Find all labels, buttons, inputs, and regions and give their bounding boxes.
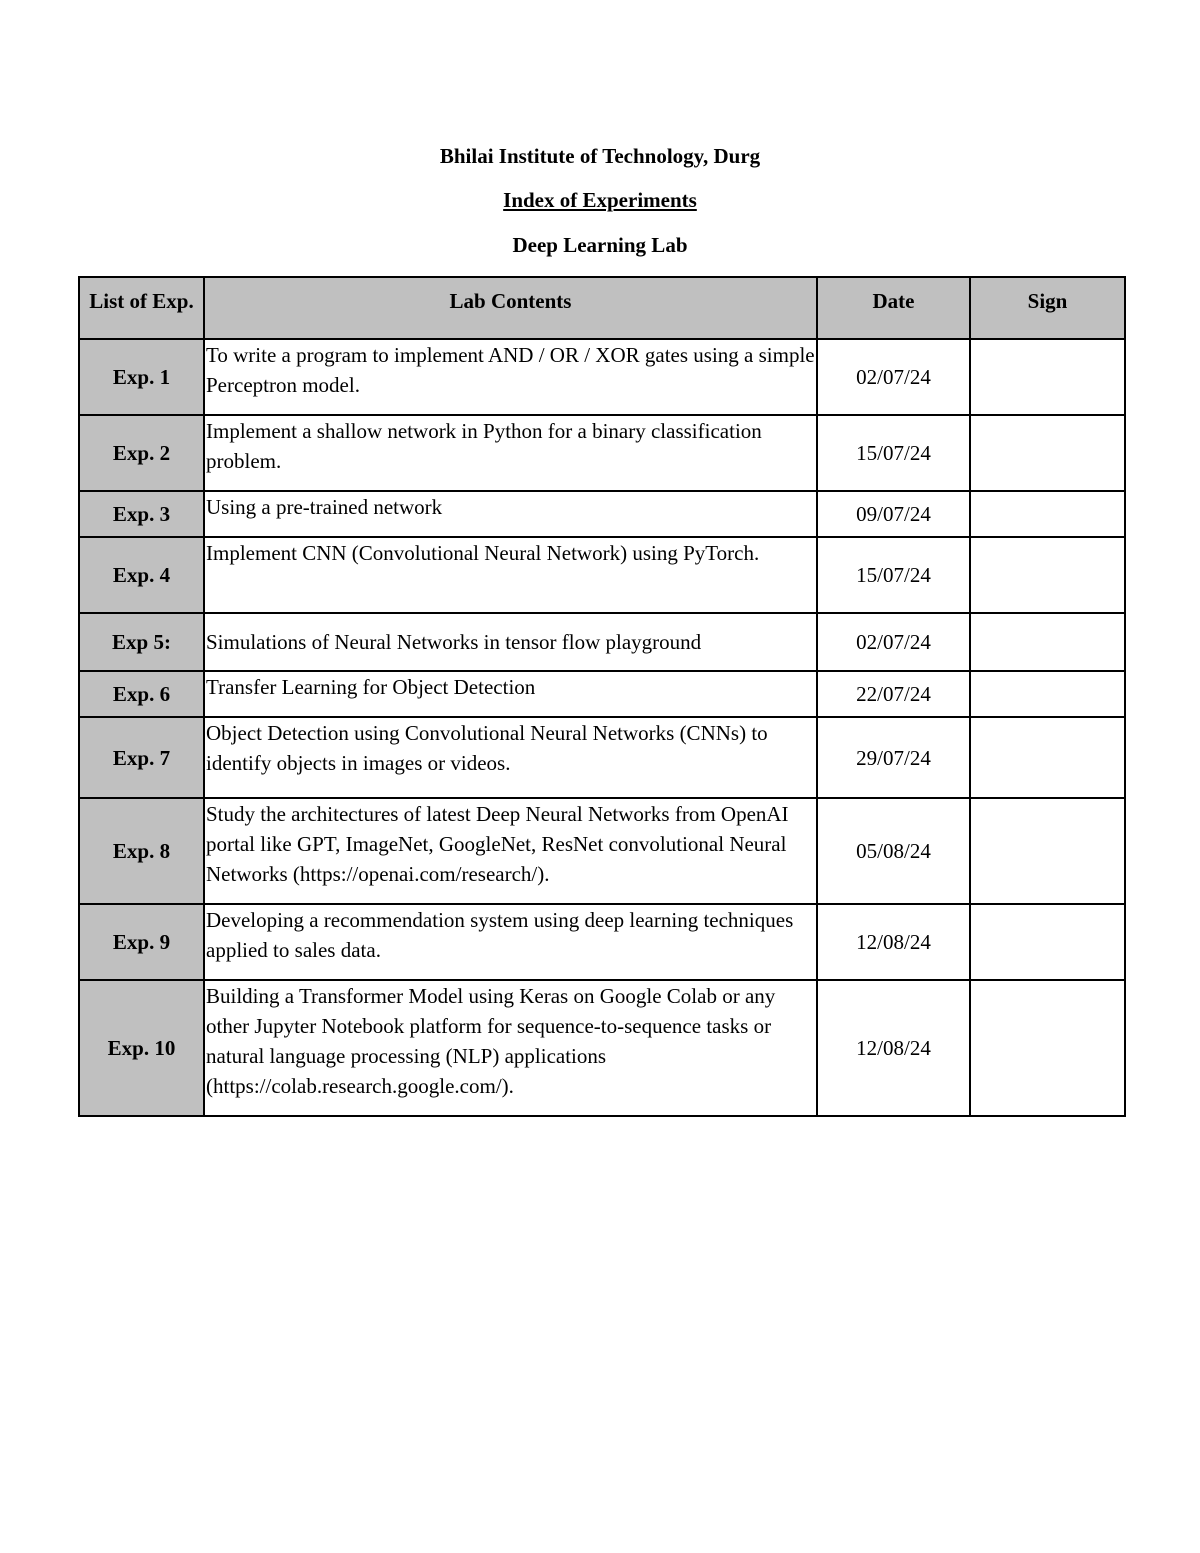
exp-date: 09/07/24: [817, 491, 970, 537]
lab-content: Object Detection using Convolutional Neural Networks (CNNs) to identify objects in images or videos.: [204, 717, 817, 798]
exp-date: 02/07/24: [817, 613, 970, 671]
exp-date: 29/07/24: [817, 717, 970, 798]
exp-number: Exp. 2: [79, 415, 204, 491]
institute-title: Bhilai Institute of Technology, Durg: [439, 144, 761, 168]
table-row: [79, 980, 1125, 1116]
lab-content: Using a pre-trained network: [204, 491, 817, 537]
sign-cell: [970, 717, 1125, 798]
index-title: Index of Experiments: [503, 188, 697, 212]
exp-number: Exp. 7: [79, 717, 204, 798]
sign-cell: [970, 491, 1125, 537]
lab-content: Simulations of Neural Networks in tensor flow playground: [204, 613, 817, 671]
column-header-list-of-exp: List of Exp.: [79, 277, 204, 339]
exp-date: 02/07/24: [817, 339, 970, 415]
table-row: [79, 491, 1125, 537]
sign-cell: [970, 339, 1125, 415]
experiments-table: [78, 276, 1126, 1117]
lab-content: Building a Transformer Model using Keras on Google Colab or any other Jupyter Notebook platform for sequence-to-sequence tasks or natural language processing (NLP) applications (https://colab.research.google.com/).: [204, 980, 817, 1116]
exp-number: Exp. 1: [79, 339, 204, 415]
table-row: [79, 339, 1125, 415]
exp-date: 12/08/24: [817, 980, 970, 1116]
lab-content: Implement CNN (Convolutional Neural Network) using PyTorch.: [204, 537, 817, 613]
lab-content: Developing a recommendation system using deep learning techniques applied to sales data.: [204, 904, 817, 980]
table-row: [79, 671, 1125, 717]
sign-cell: [970, 671, 1125, 717]
sign-cell: [970, 537, 1125, 613]
exp-number: Exp. 6: [79, 671, 204, 717]
lab-content: Implement a shallow network in Python for a binary classification problem.: [204, 415, 817, 491]
sign-cell: [970, 798, 1125, 904]
table-header-row: [79, 277, 1125, 339]
sign-cell: [970, 980, 1125, 1116]
exp-date: 15/07/24: [817, 415, 970, 491]
sign-cell: [970, 904, 1125, 980]
sign-cell: [970, 613, 1125, 671]
exp-number: Exp. 4: [79, 537, 204, 613]
exp-number: Exp 5:: [79, 613, 204, 671]
exp-date: 05/08/24: [817, 798, 970, 904]
table-row: [79, 798, 1125, 904]
column-header-lab-contents: Lab Contents: [204, 277, 817, 339]
exp-number: Exp. 9: [79, 904, 204, 980]
lab-content: Study the architectures of latest Deep Neural Networks from OpenAI portal like GPT, ImageNet, GoogleNet, ResNet convolutional Neural Networks (https://openai.com/research/).: [204, 798, 817, 904]
exp-number: Exp. 3: [79, 491, 204, 537]
exp-number: Exp. 10: [79, 980, 204, 1116]
column-header-date: Date: [817, 277, 970, 339]
lab-name: Deep Learning Lab: [512, 233, 688, 257]
exp-number: Exp. 8: [79, 798, 204, 904]
exp-date: 15/07/24: [817, 537, 970, 613]
column-header-sign: Sign: [970, 277, 1125, 339]
table-row: [79, 717, 1125, 798]
lab-content: To write a program to implement AND / OR / XOR gates using a simple Perceptron model.: [204, 339, 817, 415]
exp-date: 22/07/24: [817, 671, 970, 717]
sign-cell: [970, 415, 1125, 491]
table-row: [79, 415, 1125, 491]
exp-date: 12/08/24: [817, 904, 970, 980]
lab-content: Transfer Learning for Object Detection: [204, 671, 817, 717]
table-row: [79, 613, 1125, 671]
table-row: [79, 904, 1125, 980]
table-row: [79, 537, 1125, 613]
